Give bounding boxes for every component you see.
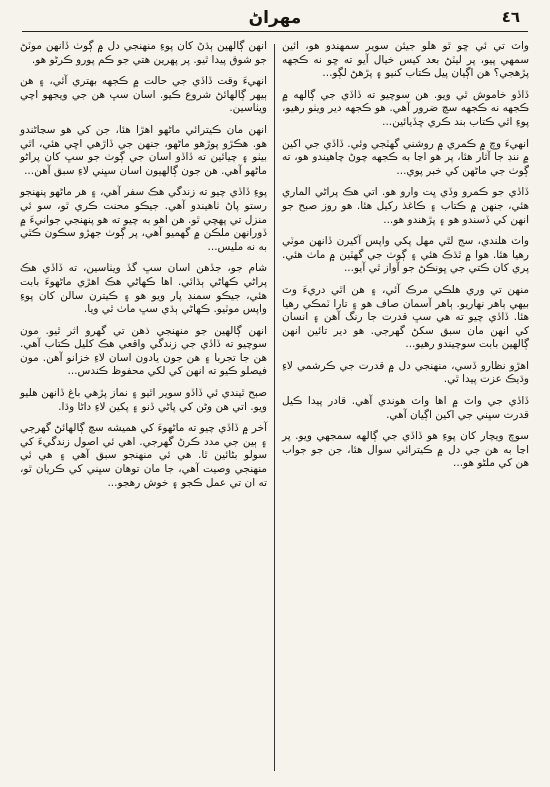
paragraph: پوءِ ڏاڏي چيو ته زندگي هڪ سفر آهي، ۽ هر ماڻهو پنهنجو رستو پاڻ ٺاهيندو آهي. جيڪو محنت ڪري ٿو، سو ئي منزل تي پهچي ٿو. هن اهو به چيو ته هو پنهنجي جوانيءَ ۾ ڏورانهن ملڪن ۾ گهميو آهي، پر ڳوٺ جهڙو سڪون ڪٿي به نه مليس... [20,186,267,253]
paragraph: شام جو، جڏهن اسان سڀ گڏ ويٺاسين، ته ڏاڏي هڪ پراڻي ڪهاڻي ٻڌائي. اها ڪهاڻي هڪ اهڙي ماڻهوءَ بابت هئي، جيڪو سمنڊ پار ويو هو ۽ ڪيترن سالن کان پوءِ واپس موٽيو. ڪهاڻي ٻڌي سڀ ماٺ ٿي ويا. [20,262,267,316]
column-divider [274,44,275,771]
page-title: مهراڻ [248,8,302,28]
paragraph: انهيءَ وچ ۾ ڪمري ۾ روشني گهٽجي وئي. ڏاڏي جي اکين ۾ ننڊ جا آثار هئا، پر هو اڃا به ڪجھه چوڻ چاهيندو هو، ته ڳوٺ جي ماڻهن کي خبر پوي... [282,137,529,177]
paragraph: منهن تي وري هلڪي مرڪ آئي، ۽ هن اٿي دريءَ وٽ بيهي ٻاهر نهاريو. ٻاهر آسمان صاف هو ۽ تارا ٽمڪي رهيا هئا. ڏاڏي چيو ته هي سڀ قدرت جا رنگ آهن ۽ انسان کي انهن مان سبق سکڻ گهرجي. هو دير تائين انهن ڳالهين بابت سوچيندو رهيو... [282,283,529,351]
paragraph: آخر ۾ ڏاڏي چيو ته ماڻهوءَ کي هميشه سچ ڳالهائڻ گهرجي ۽ ٻين جي مدد ڪرڻ گهرجي. اهي ئي اصول زندگيءَ کي سولو بڻائين ٿا. هي ئي منهنجو سبق آهي ۽ هي ئي منهنجي وصيت آهي، جا مان توهان سڀني کي ڪريان ٿو، ته ان تي عمل ڪجو ۽ خوش رهجو... [20,422,267,489]
left-text-column [20,40,267,494]
paragraph: اهڙو نظارو ڏسي، منهنجي دل ۾ قدرت جي ڪرشمي لاءِ وڌيڪ عزت پيدا ٿي. [282,359,529,386]
right-text-column [282,40,529,475]
paragraph: صبح ٿيندي ئي ڏاڏو سوير اٿيو ۽ نماز پڙهي باغ ڏانهن هليو ويو. اتي هن وڻن کي پاڻي ڏنو ۽ پکين لاءِ داڻا وڌا. [20,387,267,413]
paragraph: انهيءَ وقت ڏاڏي جي حالت ۾ ڪجھه بهتري آئي، ۽ هن ٻيهر ڳالهائڻ شروع ڪيو. اسان سڀ هن جي ويجهو اچي ويٺاسين. [20,75,267,115]
paragraph: واٽ هلندي، سج لٿي مهل پکي واپس آکيرن ڏانهن موٽي رهيا هئا. هوا ۾ ٿڌڪ هئي ۽ ڳوٺ جي گهٽين ۾ ماٺ هئي. پري کان ڪتي جي ڀونڪڻ جو آواز ٿي آيو... [282,235,529,275]
paragraph: ڏاڏو خاموش ٿي ويو. هن سوچيو ته ڏاڏي جي ڳالهه ۾ ڪجھه نه ڪجھه سچ ضرور آهي. هو ڪجھه دير ويٺو رهيو، پوءِ اٿي ڪتاب بند ڪري ڇڏيائين... [282,88,529,128]
paragraph: انهن مان ڪيترائي ماڻهو اهڙا هئا، جن کي هو سڃاڻندو هو. هڪڙو پوڙهو ماڻهو، جنهن جي ڏاڙهي اڇي هئي، اٿي بيٺو ۽ چيائين ته ڏاڏو اسان جي ڳوٺ جو سڀ کان پراڻو ماڻهو آهي. هن جون ڳالهيون اسان سڀني لاءِ سبق آهن... [20,123,267,177]
paragraph: واٽ تي ئي ڇو ٿو هلو جيئن سوير سمهندو هو، ائين سمهي پيو، پر ليٽڻ بعد کيس خيال آيو ته ڇو نه ڪجھه پڙهجي؟ هن اڳيان پيل ڪتاب کنيو ۽ پڙهڻ لڳو... [282,40,529,80]
paragraph: انهن ڳالهين ٻڌڻ کان پوءِ منهنجي دل ۾ ڳوٺ ڏانهن موٽڻ جو شوق پيدا ٿيو. پر پهرين هتي جو ڪم پورو ڪرڻو هو. [20,40,267,66]
paragraph: ڏاڏي جي واٽ ۾ اها واٽ هوندي آهي. قادر پيدا ڪيل قدرت سڀني جي اکين اڳيان آهي. [282,395,529,421]
paragraph: ڏاڏي جو ڪمرو وڏي ڀت وارو هو. اتي هڪ پراڻي الماري هئي، جنهن ۾ ڪتاب ۽ ڪاغذ رکيل هئا. هو روز صبح جو انهن کي ڏسندو هو ۽ پڙهندو هو... [282,186,529,226]
page-number: ٤٦ [501,8,520,26]
header-rule [22,31,528,32]
paragraph: انهن ڳالهين جو منهنجي ذهن تي گهرو اثر ٿيو. مون سوچيو ته ڏاڏي جي زندگي واقعي هڪ کليل ڪتاب آهي. هن جا تجربا ۽ هن جون يادون اسان لاءِ خزانو آهن. مون فيصلو ڪيو ته انهن کي لکي محفوظ ڪندس... [20,324,267,378]
page-header [24,6,526,34]
paragraph: سوچ ويچار کان پوءِ هو ڏاڏي جي ڳالهه سمجهي ويو. پر اڃا به هن جي دل ۾ ڪيترائي سوال هئا، جن جو جواب هن کي ملڻو هو... [282,430,529,470]
